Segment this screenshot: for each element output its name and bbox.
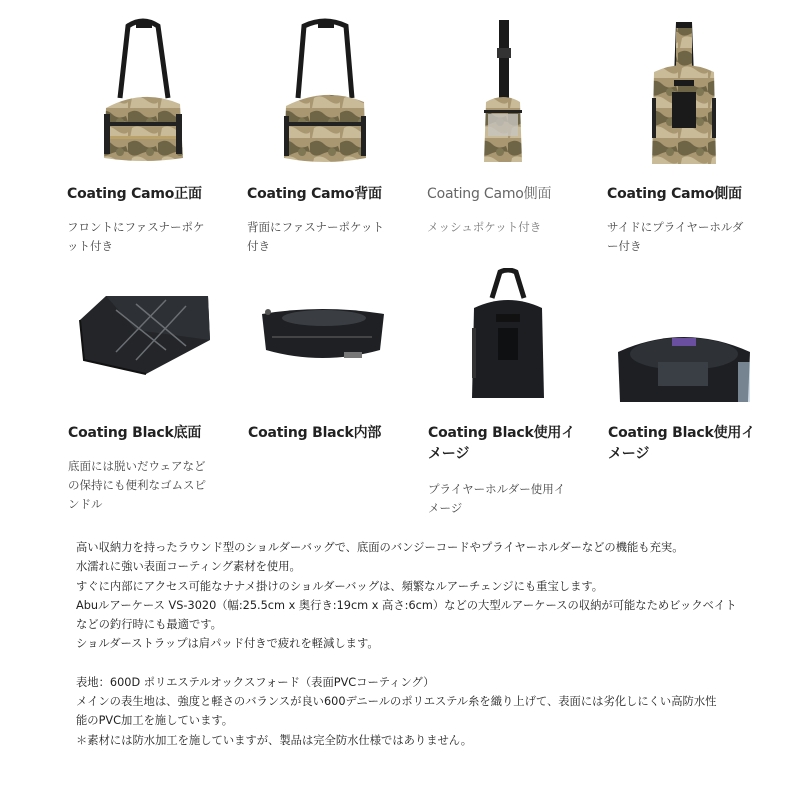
camo-side-holder-image — [648, 18, 720, 166]
black-inside-image — [258, 300, 388, 370]
item-title: Coating Black底面 — [68, 425, 202, 441]
desc-line: などの釣行時にも最適です。 — [76, 618, 222, 632]
camo-side-image — [478, 18, 528, 166]
item-desc: プライヤーホルダー使用イ メージ — [428, 482, 566, 515]
item-title: Coating Black使用イ メージ — [428, 425, 576, 462]
desc-line: ショルダーストラップは肩パッド付きで疲れを軽減します。 — [76, 637, 379, 651]
item-desc: メッシュポケット付き — [427, 220, 542, 234]
product-description — [76, 538, 776, 750]
item-desc: フロントにファスナーポケ ット付き — [67, 220, 205, 253]
item-title: Coating Camo側面 — [427, 186, 552, 202]
desc-line: メインの表生地は、強度と軽さのバランスが良い600デニールのポリエステル糸を織り上げて、表面には劣化しにくい高防水性 — [76, 695, 717, 709]
black-worn-image — [468, 268, 548, 400]
desc-line: 高い収納力を持ったラウンド型のショルダーバッグで、底面のバンジーコードやプライヤーホルダーなどの機能も充実。 — [76, 541, 684, 554]
desc-line: ＊素材には防水加工を施していますが、製品は完全防水仕様ではありません。 — [76, 733, 473, 747]
item-title: Coating Camo正面 — [67, 186, 202, 202]
black-open-image — [614, 322, 754, 408]
item-desc: 底面には脱いだウェアなど の保持にも便利なゴムスピ ンドル — [68, 459, 206, 511]
item-desc: サイドにプライヤーホルダ ー付き — [607, 220, 744, 253]
item-title: Coating Black使用イ メージ — [608, 425, 756, 462]
item-desc: 背面にファスナーポケット 付き — [247, 220, 384, 253]
desc-line: 能のPVC加工を施しています。 — [76, 714, 234, 728]
item-title: Coating Camo背面 — [247, 186, 382, 202]
item-title: Coating Black内部 — [248, 425, 382, 441]
item-title: Coating Camo側面 — [607, 186, 742, 202]
desc-line: 表地：600D ポリエステルオックスフォード（表面PVCコーティング） — [76, 675, 435, 689]
desc-line: 水濡れに強い表面コーティング素材を使用。 — [76, 560, 301, 574]
camo-front-image — [98, 18, 188, 166]
desc-line: すぐに内部にアクセス可能なナナメ掛けのショルダーバッグは、頻繁なルアーチェンジにも重宝します。 — [76, 579, 604, 593]
camo-back-image — [280, 18, 370, 166]
desc-line: Abuルアーケース VS-3020（幅:25.5cm x 奥行き:19cm x 高さ:6cm）などの大型ルアーケースの収納が可能なためビックベイト — [76, 598, 737, 612]
black-bottom-image — [76, 290, 212, 380]
